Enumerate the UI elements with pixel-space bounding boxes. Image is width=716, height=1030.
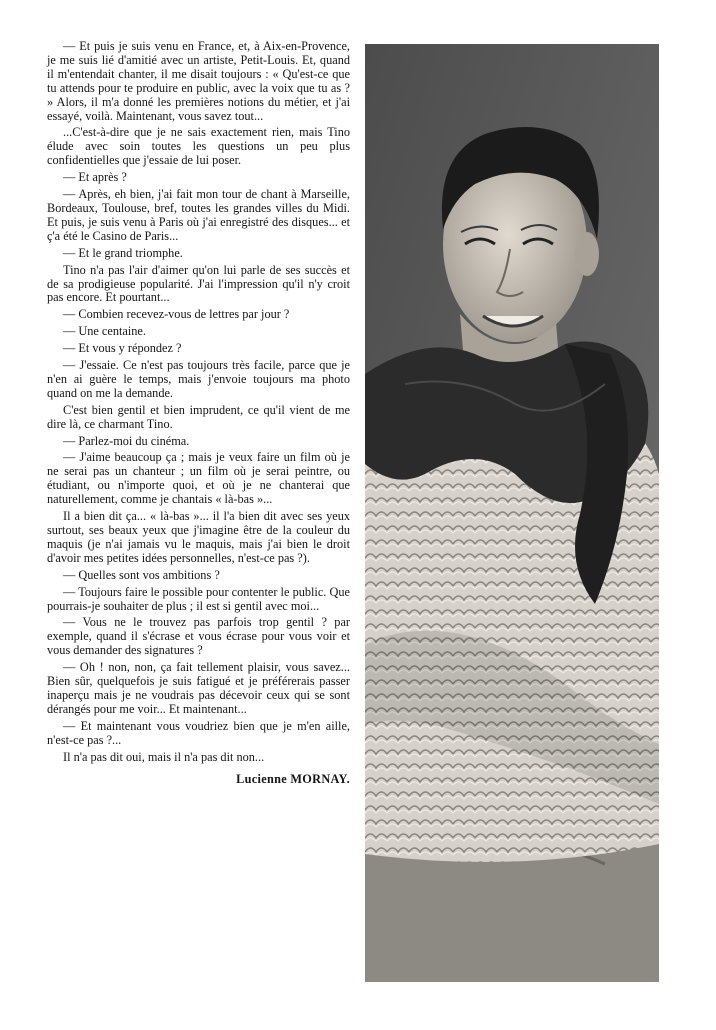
paragraph: — J'essaie. Ce n'est pas toujours très facile, parce que je n'en ai guère le temps, mais j'envoie toujours ma photo quand on me la demande. [47, 358, 350, 400]
portrait-illustration [365, 44, 659, 982]
paragraph: — Après, eh bien, j'ai fait mon tour de chant à Marseille, Bordeaux, Toulouse, bref, toutes les grandes villes du Midi. Et puis, je suis venu à Paris où j'ai enregistré des disques... et ç'a été le Casino de Paris... [47, 187, 350, 243]
portrait-photo [365, 44, 659, 982]
paragraph: — Et après ? [63, 170, 127, 185]
paragraph: Il n'a pas dit oui, mais il n'a pas dit non... [63, 749, 265, 764]
paragraph: — Combien recevez-vous de lettres par jour ? [63, 307, 290, 322]
paragraph: — Et puis je suis venu en France, et, à Aix-en-Provence, je me suis lié d'amitié avec un artiste, Petit-Louis. Et, quand il m'entendait chanter, il me disait toujours : « Qu'est-ce que tu attends pour te produire en public, avec la voix que tu as ? » Alors, il m'a donné les premières notions du métier, et j'ai essayé, voilà. Maintenant, vous savez tout... [47, 39, 350, 123]
paragraph: — Vous ne le trouvez pas parfois trop gentil ? par exemple, quand il s'écrase et vous écrase pour vous voir et vous demander des signatures ? [47, 615, 350, 658]
paragraph: ...C'est-à-dire que je ne sais exactement rien, mais Tino élude avec soin toutes les questions un peu plus confidentielles que j'essaie de lui poser. [47, 125, 350, 168]
paragraph: — Et maintenant vous voudriez bien que je m'en aille, n'est-ce pas ?... [47, 718, 350, 747]
paragraph: — Et le grand triomphe. [63, 245, 183, 260]
paragraph: Il a bien dit ça... « là-bas »... il l'a bien dit avec ses yeux surtout, ses beaux yeux que j'imagine être de la couleur du maquis (je n'ai jamais vu le maquis, mais j'ai bien le droit d'avoir mes petites idées personnelles, n'est-ce pas ?). [47, 509, 350, 565]
article-text-column [47, 40, 350, 789]
author-signature: Lucienne MORNAY. [236, 771, 350, 786]
paragraph: Tino n'a pas l'air d'aimer qu'on lui parle de ses succès et de sa prodigieuse popularité. J'ai l'impression qu'il n'y croit pas encore. Et pourtant... [47, 262, 350, 305]
paragraph: — Parlez-moi du cinéma. [63, 433, 190, 448]
paragraph: — J'aime beaucoup ça ; mais je veux faire un film où je ne serai pas un chanteur ; un film où je serai peintre, ou étudiant, ou n'importe quoi, et où je ne chanterai que naturellement, comme je chantais « là-bas »... [47, 450, 350, 507]
paragraph: — Oh ! non, non, ça fait tellement plaisir, vous savez... Bien sûr, quelquefois je suis fatigué et je préférerais passer inaperçu mais je ne voudrais pas décevoir ceux qui se sont dérangés pour me voir... Et maintenant... [47, 660, 350, 716]
paragraph: C'est bien gentil et bien imprudent, ce qu'il vient de me dire là, ce charmant Tino. [47, 402, 350, 431]
paragraph: — Une centaine. [63, 324, 146, 339]
paragraph: — Quelles sont vos ambitions ? [63, 567, 220, 582]
paragraph: — Toujours faire le possible pour contenter le public. Que pourrais-je souhaiter de plus ; il est si gentil avec moi... [47, 584, 350, 613]
paragraph: — Et vous y répondez ? [63, 341, 182, 356]
